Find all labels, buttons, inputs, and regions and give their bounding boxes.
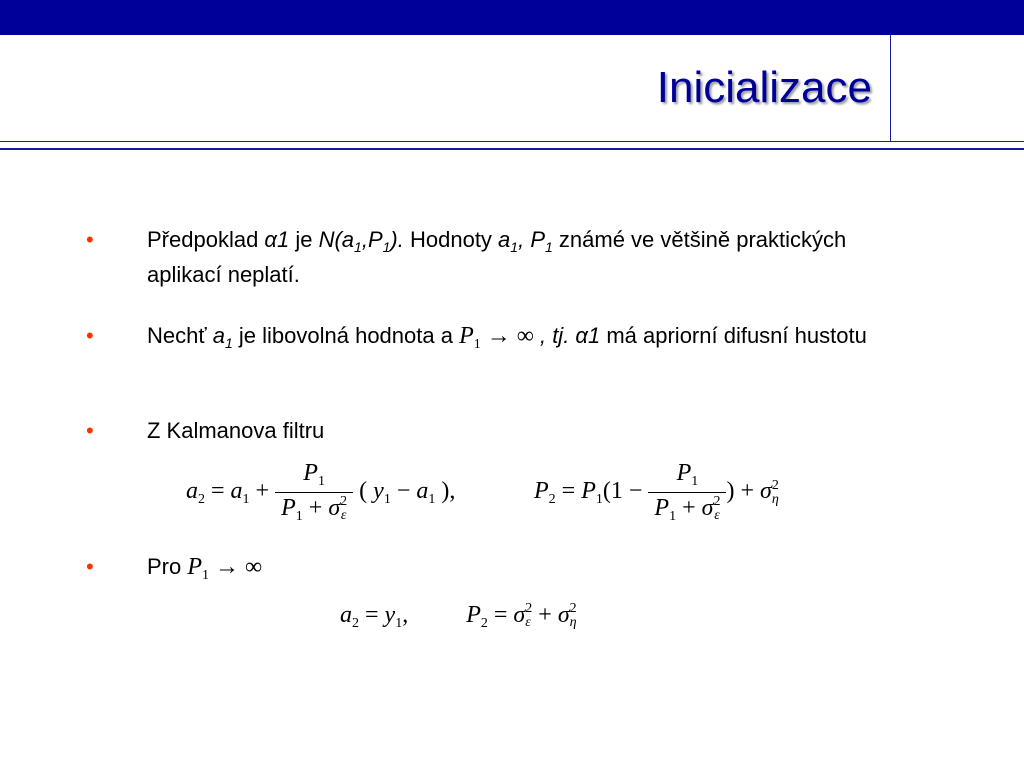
bullet-4-text: Pro $P_1$ → ∞ bbox=[147, 554, 263, 583]
header-divider-thin bbox=[0, 141, 1024, 142]
bullet-1-text: Předpoklad α1 je $N(a_1,P_1)$. Hodnoty $a_1$, $P_1$ známé ve většině praktických aplikací neplatí. bbox=[147, 227, 847, 287]
equation-a2: $a_2 = a_1$ + $P_1$ $P_1 + \sigma$ 2 ε ( $y_1 - a_1$ ), bbox=[186, 460, 456, 524]
fraction: $P_1$ $P_1 + \sigma$ 2 ε bbox=[275, 460, 353, 525]
slide-title: Inicializace bbox=[656, 63, 872, 112]
fraction: $P_1$ $P_1 + \sigma$ 2 ε bbox=[648, 460, 726, 525]
bullet-2-text: Nechť $a_1$ je libovolná hodnota a $P_1$ → ∞ , tj. α1 má apriorní difusní hustotu bbox=[147, 323, 867, 352]
bullet-marker: • bbox=[86, 227, 94, 252]
bullet-marker: • bbox=[86, 418, 94, 443]
header-divider-thick bbox=[0, 148, 1024, 150]
equation-p2: $P_2 = P_1(1$ − $P_1$ $P_1 + \sigma$ 2 ε ) + σ 2 η bbox=[534, 460, 779, 524]
header-vertical-divider bbox=[890, 35, 891, 142]
equation-limit: $a_2 = y_1$, $P_2 = \sigma$ 2 ε + σ 2 η bbox=[340, 601, 577, 631]
top-color-bar bbox=[0, 0, 1024, 35]
bullet-marker: • bbox=[86, 554, 94, 579]
bullet-3-text: Z Kalmanova filtru bbox=[147, 418, 325, 443]
bullet-marker: • bbox=[86, 323, 94, 348]
